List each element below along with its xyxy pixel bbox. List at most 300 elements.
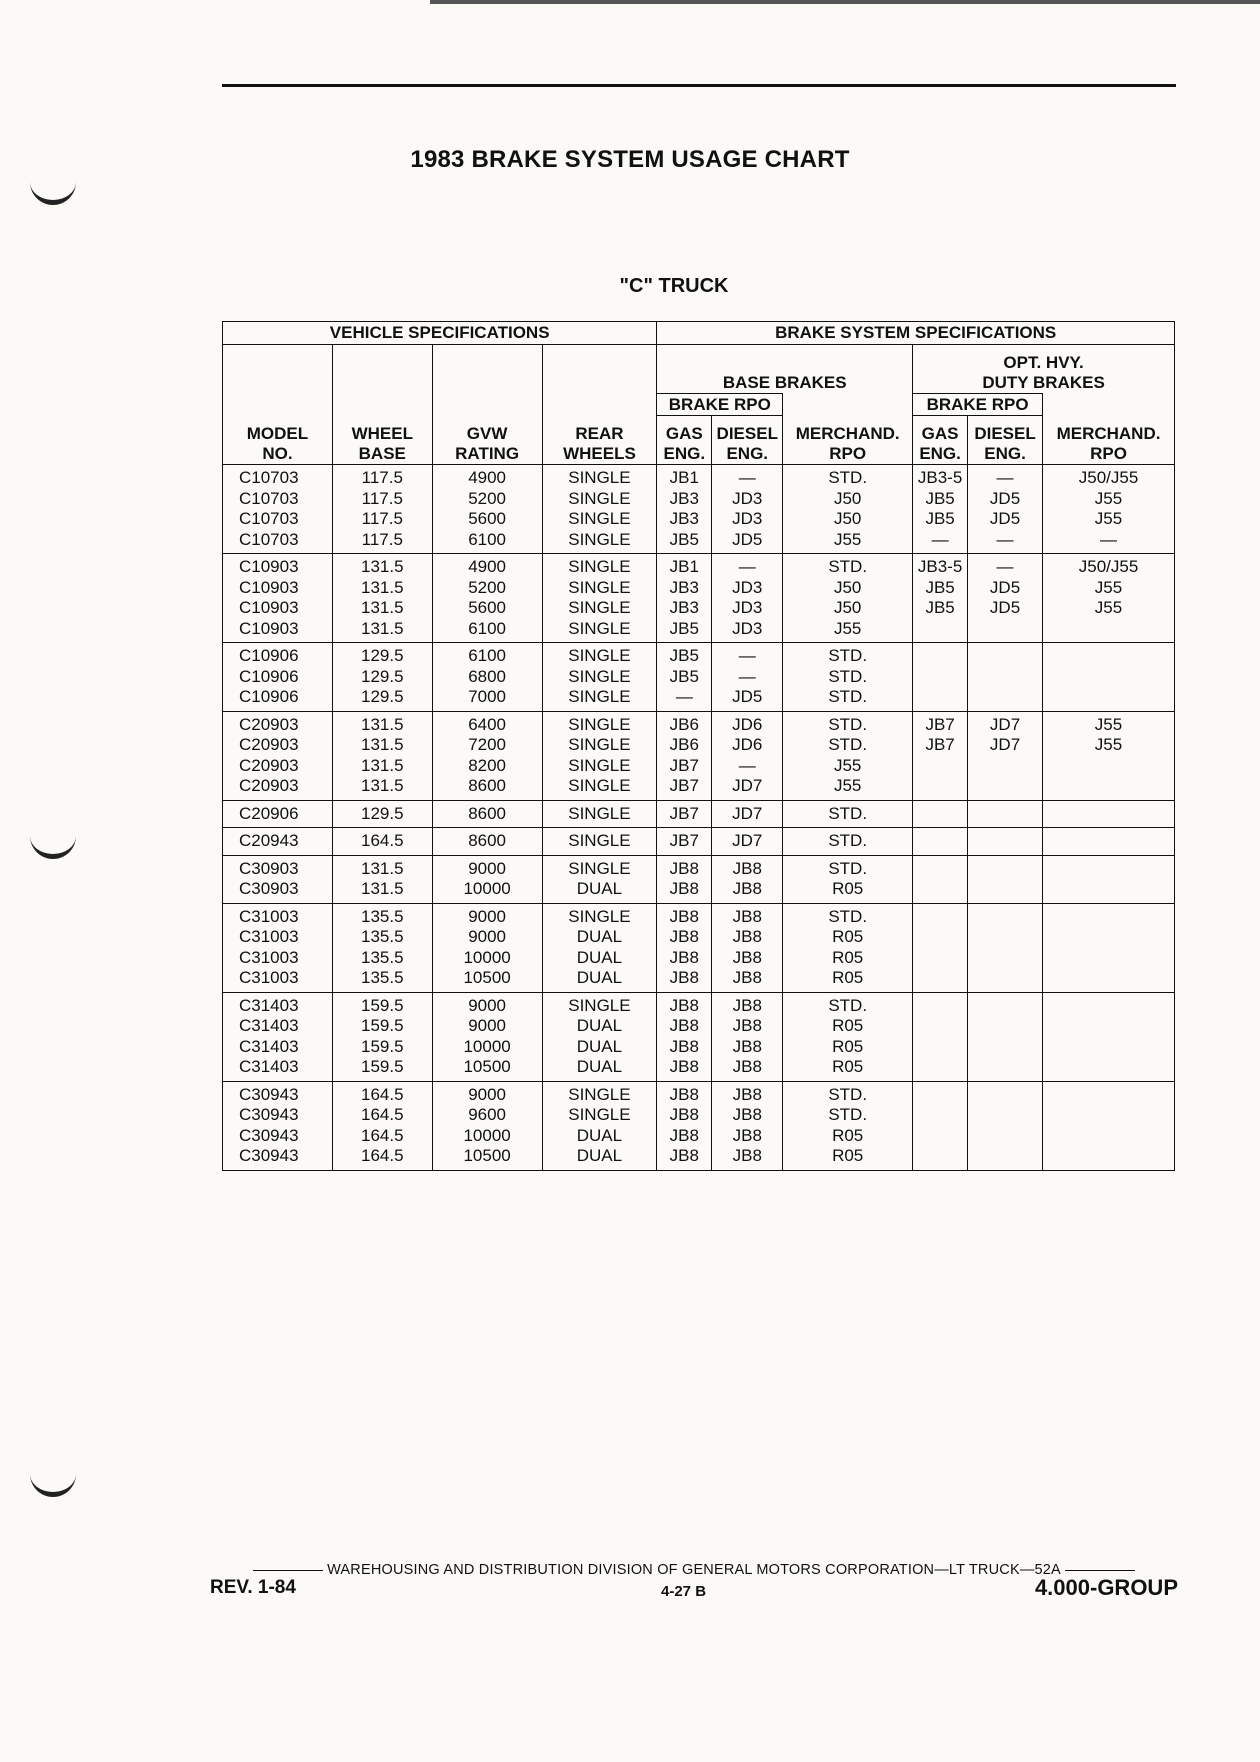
table-cell-value: JD7 [989, 735, 1021, 754]
opt-gas-eng-cell [913, 711, 968, 800]
table-cell-value: DUAL [576, 947, 623, 967]
table-cell-value: JB5 [669, 618, 699, 638]
table-cell-value: STD. [828, 803, 868, 823]
opt-merchand-rpo-cell [1043, 465, 1175, 554]
table-cell-value: JB8 [732, 1057, 762, 1076]
table-cell-value: JB8 [669, 968, 699, 987]
diesel-eng-cell [712, 903, 783, 992]
table-cell-value: C20903 [239, 735, 299, 754]
table-cell-value: J55 [1094, 488, 1123, 508]
table-cell-value: C30943 [239, 1084, 299, 1104]
table-cell-value [913, 756, 967, 777]
table-cell-value: JB8 [669, 1105, 699, 1124]
table-cell-value: C31003 [239, 947, 299, 967]
table-cell-value: C31403 [239, 1036, 299, 1056]
table-cell-value: C30903 [239, 879, 299, 898]
table-cell-value: 129.5 [361, 646, 404, 665]
table-cell-value: JB7 [669, 755, 699, 775]
merchand-rpo-cell [783, 1081, 913, 1170]
table-cell-value [968, 1016, 1042, 1037]
table-cell-value: SINGLE [568, 1105, 631, 1124]
wheel-base-cell [332, 855, 432, 903]
table-cell-value [1043, 687, 1174, 708]
table-cell-value [1043, 1016, 1174, 1037]
opt-diesel-eng-cell [968, 465, 1043, 554]
table-cell-value [968, 907, 1042, 928]
table-cell-value: JD6 [732, 735, 763, 754]
table-cell-value: JB7 [669, 803, 699, 823]
table-cell-value: 10500 [463, 1057, 511, 1076]
table-cell-value: 9000 [468, 906, 507, 926]
table-cell-value [968, 927, 1042, 948]
gvw-rating-cell [432, 992, 542, 1081]
table-cell-value [1043, 907, 1174, 928]
table-cell-value: C31403 [239, 995, 299, 1015]
table-cell-value: JB8 [669, 927, 699, 946]
table-cell-value: JB8 [669, 1016, 699, 1035]
table-cell-value: C10903 [239, 577, 299, 597]
table-cell-value: — [931, 529, 949, 549]
table-cell-value [968, 1105, 1042, 1126]
header-line: DIESEL [974, 424, 1036, 443]
footer-dash [1065, 1570, 1135, 1571]
opt-merchand-rpo-header [1043, 416, 1175, 465]
table-cell-value: 131.5 [361, 735, 404, 754]
table-cell-value: 9000 [468, 1016, 507, 1035]
table-cell-value: 135.5 [361, 906, 404, 926]
table-cell-value [968, 1057, 1042, 1078]
table-cell-value: 10000 [463, 1036, 511, 1056]
table-cell-value: DUAL [576, 1146, 623, 1165]
diesel-eng-header [712, 416, 783, 465]
table-cell-value [968, 996, 1042, 1017]
table-cell-value: JB8 [669, 906, 699, 926]
table-cell-value: JB6 [669, 714, 699, 734]
table-cell-value: JD7 [989, 714, 1021, 734]
wheel-base-cell [332, 643, 432, 712]
table-row-group [223, 855, 1175, 903]
opt-merchand-rpo-cell [1043, 992, 1175, 1081]
table-cell-value [968, 968, 1042, 989]
table-cell-value: JB5 [925, 509, 955, 528]
table-cell-value: JB8 [732, 906, 762, 926]
wheel-base-cell [332, 465, 432, 554]
table-cell-value: 10000 [463, 1125, 511, 1145]
table-cell-value: JB8 [732, 1105, 762, 1124]
opt-gas-eng-cell [913, 643, 968, 712]
table-cell-value: STD. [828, 714, 868, 734]
table-cell-value [968, 831, 1042, 852]
opt-gas-eng-cell [913, 828, 968, 856]
opt-gas-eng-cell [913, 1081, 968, 1170]
gvw-rating-cell [432, 855, 542, 903]
header-line: MERCHAND. [1056, 424, 1161, 443]
table-cell-value [913, 1126, 967, 1147]
table-cell-value: C31403 [239, 1016, 299, 1035]
table-cell-value: SINGLE [568, 714, 631, 734]
table-cell-value [913, 948, 967, 969]
table-cell-value: C30943 [239, 1105, 299, 1124]
opt-diesel-eng-cell [968, 828, 1043, 856]
table-cell-value: R05 [832, 1146, 864, 1165]
table-cell-value: C20903 [239, 776, 299, 795]
merchand-rpo-cell [783, 828, 913, 856]
merchand-rpo-cell [783, 711, 913, 800]
opt-gas-eng-cell [913, 855, 968, 903]
rear-wheels-cell [542, 1081, 657, 1170]
table-cell-value: SINGLE [568, 468, 631, 487]
opt-heavy-duty-header [913, 345, 1175, 394]
brake-usage-table [222, 321, 1175, 1171]
table-cell-value: C10903 [239, 598, 299, 617]
blank-header-cell [332, 394, 432, 416]
model-no-cell [223, 643, 333, 712]
table-cell-value: SINGLE [568, 509, 631, 528]
model-no-cell [223, 992, 333, 1081]
table-cell-value: JB5 [669, 666, 699, 686]
table-cell-value: 7200 [468, 735, 507, 754]
model-no-cell [223, 828, 333, 856]
table-cell-value: 8200 [468, 755, 507, 775]
rear-wheels-cell [542, 828, 657, 856]
opt-merchand-rpo-cell [1043, 903, 1175, 992]
table-cell-value: 131.5 [361, 598, 404, 617]
table-cell-value [1043, 1085, 1174, 1106]
table-row-group [223, 465, 1175, 554]
table-cell-value: J55 [1094, 598, 1123, 617]
table-cell-value [968, 948, 1042, 969]
table-cell-value [968, 687, 1042, 708]
table-cell-value: JB8 [669, 1125, 699, 1145]
table-cell-value: JB3-5 [917, 557, 963, 576]
table-cell-value: JB5 [669, 529, 699, 549]
table-cell-value: JB8 [732, 1146, 762, 1165]
model-no-cell [223, 903, 333, 992]
table-cell-value: STD. [828, 735, 868, 754]
table-cell-value: DUAL [576, 879, 623, 898]
opt-gas-eng-cell [913, 800, 968, 828]
table-cell-value: JD5 [989, 509, 1021, 528]
table-cell-value: C30903 [239, 858, 299, 878]
model-no-cell [223, 554, 333, 643]
table-cell-value: 10500 [463, 1146, 511, 1165]
table-cell-value: 135.5 [361, 947, 404, 967]
header-line: WHEELS [563, 444, 636, 463]
table-cell-value: J50 [833, 577, 862, 597]
table-cell-value: JB3 [669, 577, 699, 597]
table-cell-value: SINGLE [568, 488, 631, 508]
table-cell-value: JD3 [732, 598, 763, 617]
opt-merchand-rpo-cell [1043, 800, 1175, 828]
table-cell-value: 117.5 [361, 468, 403, 487]
model-no-cell [223, 800, 333, 828]
table-cell-value [913, 776, 967, 797]
blank-header-cell [223, 394, 333, 416]
gas-eng-cell [657, 554, 712, 643]
header-line: RPO [1090, 444, 1127, 463]
merchand-rpo-header [783, 416, 913, 465]
table-cell-value: 159.5 [361, 1016, 404, 1035]
table-cell-value [913, 1016, 967, 1037]
table-cell-value: C31003 [239, 906, 299, 926]
table-cell-value: JB5 [925, 598, 955, 617]
table-cell-value [968, 776, 1042, 797]
table-cell-value [1043, 879, 1174, 900]
header-line: RATING [455, 444, 520, 463]
table-cell-value: SINGLE [568, 618, 631, 638]
opt-gas-eng-cell [913, 903, 968, 992]
table-cell-value: J55 [833, 618, 862, 638]
table-cell-value: JB3 [669, 509, 699, 528]
table-cell-value: — [675, 687, 693, 706]
opt-merchand-rpo-cell [1043, 855, 1175, 903]
table-row-group [223, 828, 1175, 856]
table-cell-value: 131.5 [361, 714, 404, 734]
table-cell-value: 5200 [468, 577, 507, 597]
table-cell-value: JB8 [732, 1084, 762, 1104]
table-cell-value [1043, 804, 1174, 825]
header-line: DIESEL [716, 424, 778, 443]
page-subtitle [0, 275, 1260, 298]
model-no-cell [223, 1081, 333, 1170]
table-cell-value: JB8 [669, 1146, 699, 1165]
opt-heavy-line-1: OPT. HVY. [1003, 353, 1084, 372]
table-cell-value: SINGLE [568, 755, 631, 775]
gvw-rating-header [432, 416, 542, 465]
table-cell-value: 4900 [468, 468, 507, 487]
table-cell-value [1043, 968, 1174, 989]
table-cell-value: JB8 [732, 1016, 762, 1035]
table-cell-value: JD7 [732, 831, 763, 850]
opt-merchand-rpo-cell [1043, 643, 1175, 712]
table-cell-value: 131.5 [361, 618, 404, 638]
rear-wheels-cell [542, 711, 657, 800]
header-line: NO. [262, 444, 293, 463]
opt-diesel-eng-cell [968, 643, 1043, 712]
table-row-group [223, 992, 1175, 1081]
table-cell-value: 117.5 [361, 488, 403, 508]
table-cell-value: C20906 [239, 803, 299, 823]
opt-merchand-rpo-cell [1043, 828, 1175, 856]
table-cell-value: 9600 [468, 1105, 507, 1124]
table-cell-value: SINGLE [568, 557, 631, 576]
table-cell-value [968, 619, 1042, 640]
table-cell-value: SINGLE [568, 666, 631, 686]
wheel-base-cell [332, 828, 432, 856]
table-cell-value: STD. [828, 1084, 868, 1104]
gas-eng-cell [657, 711, 712, 800]
table-cell-value: — [1100, 529, 1117, 549]
page-number: 4-27 B [661, 1583, 707, 1600]
table-cell-value: J50 [833, 598, 862, 617]
table-cell-value: STD. [828, 646, 868, 665]
table-cell-value: DUAL [576, 1016, 623, 1035]
table-cell-value: C10903 [239, 618, 299, 638]
table-cell-value [913, 646, 967, 667]
header-line: BASE [358, 444, 406, 463]
table-cell-value [913, 968, 967, 989]
table-cell-value: R05 [832, 1016, 864, 1035]
header-line: MODEL [246, 424, 309, 443]
opt-diesel-eng-header [968, 416, 1043, 465]
gas-eng-header [657, 416, 712, 465]
opt-gas-eng-cell [913, 465, 968, 554]
table-cell-value [968, 1126, 1042, 1147]
table-cell-value: 129.5 [361, 687, 404, 706]
table-cell-value: J50/J55 [1078, 557, 1139, 576]
table-cell-value: STD. [828, 1105, 868, 1124]
header-line: GAS [665, 424, 703, 443]
gvw-rating-cell [432, 643, 542, 712]
table-cell-value: C10906 [239, 687, 299, 706]
table-cell-value [1043, 1057, 1174, 1078]
gas-eng-cell [657, 855, 712, 903]
gas-eng-cell [657, 1081, 712, 1170]
table-cell-value: J50 [833, 509, 862, 528]
footer-division-line [214, 1562, 1174, 1578]
table-cell-value: C31003 [239, 927, 299, 946]
diesel-eng-cell [712, 465, 783, 554]
table-row-group [223, 643, 1175, 712]
table-cell-value: 129.5 [361, 666, 404, 686]
table-cell-value: 129.5 [361, 803, 404, 823]
table-cell-value: R05 [832, 927, 864, 946]
table-cell-value: JB8 [669, 879, 699, 898]
table-cell-value: JB8 [669, 858, 699, 878]
table-cell-value: C10703 [239, 509, 299, 528]
table-cell-value: JB3-5 [917, 468, 963, 487]
table-cell-value [1043, 646, 1174, 667]
table-cell-value: STD. [828, 995, 868, 1015]
header-line: ENG. [663, 444, 706, 463]
opt-diesel-eng-cell [968, 1081, 1043, 1170]
gas-eng-cell [657, 800, 712, 828]
revision-label: REV. 1-84 [210, 1577, 296, 1598]
gvw-rating-cell [432, 800, 542, 828]
vehicle-specifications-header: VEHICLE SPECIFICATIONS [223, 322, 657, 345]
table-cell-value: JD6 [732, 714, 763, 734]
table-cell-value: C30943 [239, 1125, 299, 1145]
header-line: ENG. [726, 444, 769, 463]
table-cell-value: 9000 [468, 927, 507, 946]
table-cell-value: 10000 [463, 947, 511, 967]
diesel-eng-cell [712, 992, 783, 1081]
table-cell-value: 159.5 [361, 1057, 404, 1076]
table-cell-value: 6100 [468, 618, 507, 638]
table-cell-value [913, 1146, 967, 1167]
table-cell-value [913, 687, 967, 708]
wheel-base-cell [332, 1081, 432, 1170]
table-cell-value: 5600 [468, 598, 507, 617]
opt-gas-eng-cell [913, 554, 968, 643]
table-cell-value: — [738, 557, 756, 576]
opt-gas-eng-header [913, 416, 968, 465]
binder-hole-mark [30, 832, 76, 859]
table-cell-value [1043, 927, 1174, 948]
table-cell-value: SINGLE [568, 687, 631, 706]
wheel-base-header [332, 416, 432, 465]
binder-hole-mark [30, 178, 76, 205]
table-cell-value: JB8 [669, 1036, 699, 1056]
table-row-group [223, 554, 1175, 643]
table-cell-value: JD5 [732, 687, 763, 706]
table-body [223, 465, 1175, 1171]
table-cell-value: J55 [1094, 509, 1123, 528]
table-cell-value [968, 1085, 1042, 1106]
table-cell-value: J55 [1094, 735, 1123, 754]
table-cell-value: 6800 [468, 666, 507, 686]
table-cell-value [1043, 619, 1174, 640]
merchand-rpo-cell [783, 554, 913, 643]
table-cell-value: DUAL [576, 968, 623, 987]
table-cell-value: DUAL [576, 1036, 623, 1056]
merchand-rpo-cell [783, 855, 913, 903]
table-cell-value: C10906 [239, 666, 299, 686]
footer-division-text: WAREHOUSING AND DISTRIBUTION DIVISION OF GENERAL MOTORS CORPORATION—LT TRUCK—52A [327, 1562, 1061, 1578]
table-cell-value: STD. [828, 831, 868, 850]
table-cell-value: C10703 [239, 488, 299, 508]
gas-eng-cell [657, 465, 712, 554]
table-cell-value: 164.5 [361, 1146, 404, 1165]
table-cell-value [1043, 1037, 1174, 1058]
table-cell-value [913, 859, 967, 880]
table-cell-value: JD7 [732, 803, 763, 823]
table-cell-value: 164.5 [361, 1105, 404, 1124]
table-cell-value: J50 [833, 488, 862, 508]
table-cell-value: 164.5 [361, 1084, 404, 1104]
table-cell-value: JD5 [989, 577, 1021, 597]
merchand-rpo-cell [783, 465, 913, 554]
opt-diesel-eng-cell [968, 855, 1043, 903]
table-cell-value [913, 1105, 967, 1126]
base-brake-rpo-header: BRAKE RPO [657, 394, 783, 416]
table-cell-value [1043, 1105, 1174, 1126]
table-cell-value: 6100 [468, 646, 507, 665]
table-cell-value: — [738, 755, 756, 775]
table-row-group [223, 1081, 1175, 1170]
merchand-rpo-cell [783, 903, 913, 992]
wheel-base-cell [332, 992, 432, 1081]
table-cell-value: 10000 [463, 879, 511, 898]
table-cell-value: C20943 [239, 831, 299, 850]
table-cell-value: — [996, 468, 1014, 487]
table-cell-value: 10500 [463, 968, 511, 987]
table-cell-value [913, 927, 967, 948]
gvw-rating-cell [432, 828, 542, 856]
table-cell-value: JB8 [732, 968, 762, 987]
opt-diesel-eng-cell [968, 903, 1043, 992]
opt-diesel-eng-cell [968, 711, 1043, 800]
table-cell-value: JB8 [669, 1084, 699, 1104]
table-cell-value: — [996, 557, 1014, 576]
table-cell-value: 159.5 [361, 995, 404, 1015]
table-cell-value [1043, 948, 1174, 969]
table-cell-value: JB1 [669, 557, 699, 576]
table-cell-value: J55 [1094, 577, 1123, 597]
table-cell-value: — [738, 468, 756, 487]
table-cell-value: J55 [833, 776, 862, 795]
table-cell-value: 7000 [468, 687, 507, 706]
table-cell-value [913, 804, 967, 825]
table-cell-value: JB3 [669, 488, 699, 508]
footer-dash [253, 1570, 323, 1571]
table-cell-value: R05 [832, 1057, 864, 1076]
table-cell-value: 131.5 [361, 577, 404, 597]
table-cell-value: 9000 [468, 995, 507, 1015]
model-no-cell [223, 465, 333, 554]
table-cell-value: C31403 [239, 1057, 299, 1076]
opt-diesel-eng-cell [968, 554, 1043, 643]
